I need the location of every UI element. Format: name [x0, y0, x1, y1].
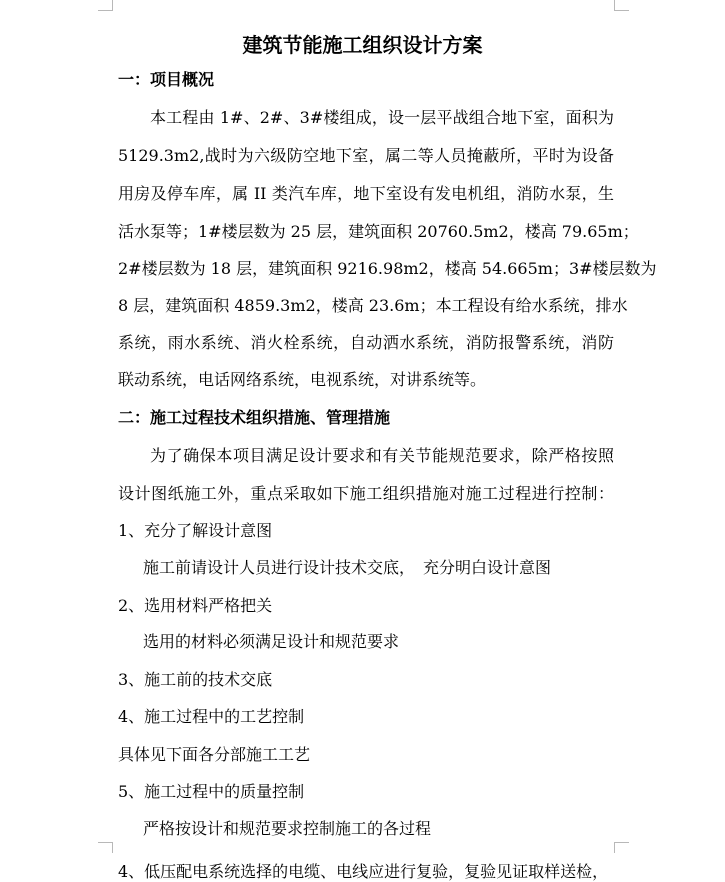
section1-line-4: 活水泵等；1#楼层数为 25 层，建筑面积 20760.5m2，楼高 79.65m；: [118, 222, 639, 241]
item-1-heading: 1、充分了解设计意图: [118, 521, 273, 540]
section1-line-2: 5129.3m2,战时为六级防空地下室，属二等人员掩蔽所，平时为设备: [118, 146, 614, 165]
item-4-text: 具体见下面各分部施工工艺: [118, 745, 311, 764]
crop-mark-bottom-left: [98, 842, 113, 853]
section1-line-6: 8 层，建筑面积 4859.3m2，楼高 23.6m；本工程设有给水系统，排水: [118, 296, 628, 315]
section2-intro-line-2: 设计图纸施工外，重点采取如下施工组织措施对施工过程进行控制：: [118, 484, 614, 503]
item-1-text: 施工前请设计人员进行设计技术交底， 充分明白设计意图: [143, 558, 552, 577]
section1-heading: 一：项目概况: [118, 70, 215, 89]
section1-line-5: 2#楼层数为 18 层，建筑面积 9216.98m2，楼高 54.665m；3#楼层数为: [118, 259, 657, 278]
crop-mark-top-right: [614, 0, 629, 11]
item-6-partial-text: 4、低压配电系统选择的电缆、电线应进行复验，复验见证取样送检，: [118, 862, 609, 881]
section1-line-7: 系统，雨水系统、消火栓系统，自动洒水系统，消防报警系统，消防: [118, 333, 614, 352]
section1-line-3: 用房及停车库，属 II 类汽车库，地下室设有发电机组，消防水泵，生: [118, 184, 614, 203]
section1-line-1: 本工程由 1#、2#、3#楼组成，设一层平战组合地下室，面积为: [150, 108, 614, 127]
crop-mark-top-left: [98, 0, 113, 11]
section1-line-8: 联动系统，电话网络系统，电视系统，对讲系统等。: [118, 370, 487, 389]
item-5-heading: 5、施工过程中的质量控制: [118, 782, 305, 801]
item-3-heading: 3、施工前的技术交底: [118, 670, 273, 689]
item-5-text: 严格按设计和规范要求控制施工的各过程: [143, 819, 432, 838]
section2-intro-line-1: 为了确保本项目满足设计要求和有关节能规范要求，除严格按照: [150, 446, 614, 465]
item-2-heading: 2、选用材料严格把关: [118, 596, 273, 615]
item-4-heading: 4、施工过程中的工艺控制: [118, 707, 305, 726]
document-title: 建筑节能施工组织设计方案: [242, 33, 483, 57]
item-2-text: 选用的材料必须满足设计和规范要求: [143, 632, 400, 651]
section2-heading: 二：施工过程技术组织措施、管理措施: [118, 408, 391, 427]
crop-mark-bottom-right: [614, 842, 629, 853]
